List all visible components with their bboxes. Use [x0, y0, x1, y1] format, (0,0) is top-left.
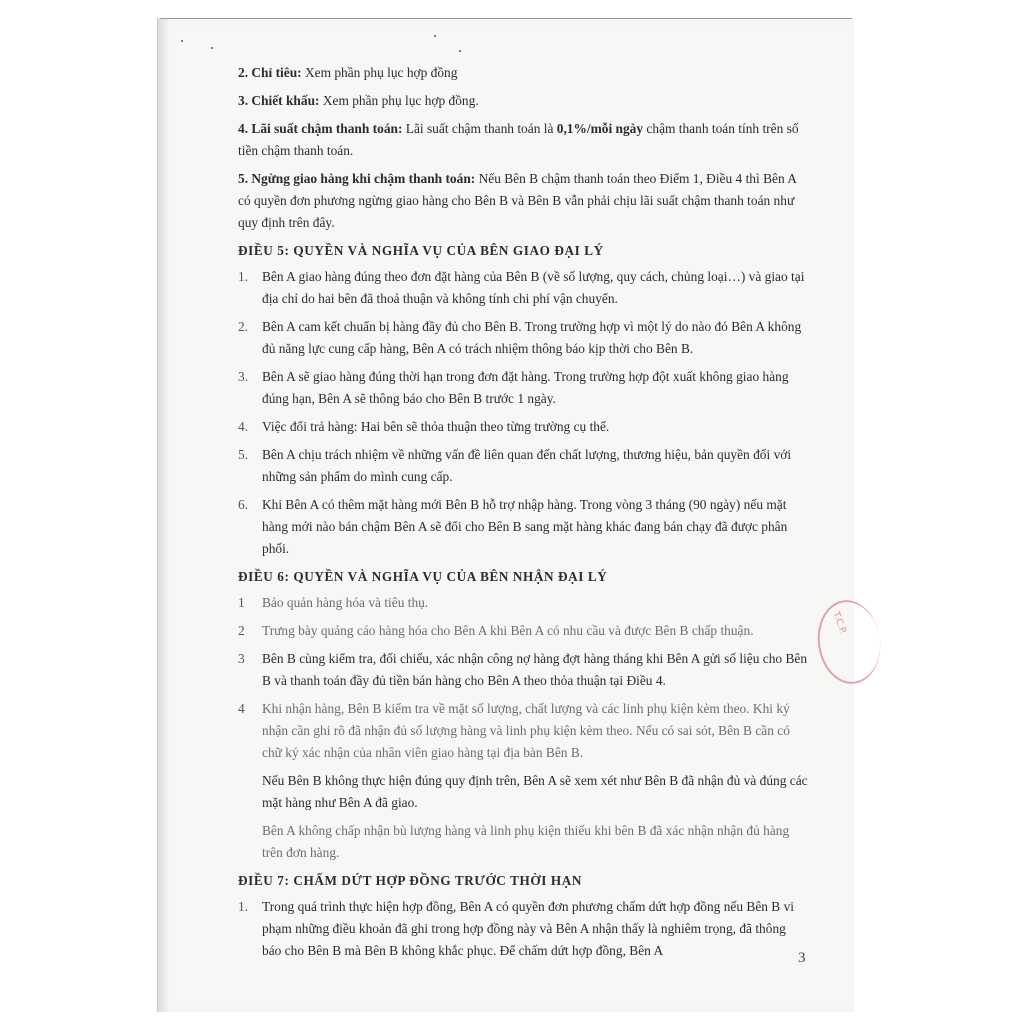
- article-5-item: [238, 316, 808, 360]
- item-number: 3.: [238, 369, 249, 384]
- article-5-item: [238, 444, 808, 488]
- scan-speck: [181, 40, 183, 42]
- article-6-note: [238, 820, 808, 864]
- clause-lead: 2. Chỉ tiêu:: [238, 65, 302, 80]
- item-text: Trưng bày quảng cáo hàng hóa cho Bên A khi Bên A có nhu cầu và được Bên B chấp thuận.: [262, 623, 754, 638]
- article-5-item: [238, 266, 808, 310]
- clause-lead: 4. Lãi suất chậm thanh toán:: [238, 121, 403, 136]
- article-6-item: [238, 648, 808, 692]
- scan-speck: [211, 47, 213, 49]
- item-number: 3: [238, 651, 245, 666]
- article-6-item: [238, 620, 808, 642]
- scan-speck: [434, 35, 436, 37]
- item-number: 2: [238, 623, 245, 638]
- item-number: 2.: [238, 319, 249, 334]
- clause-emphasis: 0,1%/mỗi ngày: [556, 121, 644, 136]
- article-6-item: [238, 592, 808, 614]
- paragraph-text: Bên A không chấp nhận bù lượng hàng và linh phụ kiện thiếu khi bên B đã xác nhận nhận đủ hàng trên đơn hàng.: [262, 823, 790, 860]
- page-edge-shadow: [157, 18, 169, 1012]
- item-text: Bên A sẽ giao hàng đúng thời hạn trong đơn đặt hàng. Trong trường hợp đột xuất không giao hàng đúng hạn, Bên A sẽ thông báo cho Bên B trước 1 ngày.: [262, 369, 789, 406]
- article-7-heading: ĐIỀU 7: CHẤM DỨT HỢP ĐỒNG TRƯỚC THỜI HẠN: [238, 873, 582, 888]
- clause-text: Xem phần phụ lục hợp đồng: [301, 65, 458, 80]
- clause-2: [238, 62, 808, 84]
- item-number: 4.: [238, 419, 249, 434]
- item-text: Bảo quản hàng hóa và tiêu thụ.: [262, 595, 429, 610]
- clause-text: Nếu Bên B chậm thanh toán theo Điểm 1, Điều 4 thì Bên A có quyền đơn phương ngừng giao hàng cho Bên B và Bên B vẫn phải chịu lãi suất chậm thanh toán như quy định trên đây.: [238, 171, 797, 230]
- item-text: Khi Bên A có thêm mặt hàng mới Bên B hỗ trợ nhập hàng. Trong vòng 3 tháng (90 ngày) nếu mặt hàng mới nào bán chậm Bên A sẽ đổi cho Bên B sang mặt hàng khác đang bán chạy đã được phân phối.: [262, 497, 788, 556]
- article-7-item: [238, 896, 808, 962]
- item-text: Bên A cam kết chuẩn bị hàng đầy đủ cho Bên B. Trong trường hợp vì một lý do nào đó Bên A không đủ năng lực cung cấp hàng, Bên A có trách nhiệm thông báo kịp thời cho Bên B.: [262, 319, 802, 356]
- clause-lead: 3. Chiết khấu:: [238, 93, 320, 108]
- item-number: 1: [238, 595, 245, 610]
- page-number: 3: [798, 950, 806, 966]
- item-number: 6.: [238, 497, 249, 512]
- clause-4: [238, 118, 808, 162]
- article-5-item: [238, 366, 808, 410]
- article-6-item: [238, 698, 808, 764]
- article-5-item: [238, 494, 808, 560]
- item-text: Bên A giao hàng đúng theo đơn đặt hàng của Bên B (về số lượng, quy cách, chủng loại…) và giao tại địa chỉ do hai bên đã thoả thuận và không tính chi phí vận chuyển.: [262, 269, 805, 306]
- article-5-heading: ĐIỀU 5: QUYỀN VÀ NGHĨA VỤ CỦA BÊN GIAO ĐẠI LÝ: [238, 243, 604, 258]
- clause-text: Lãi suất chậm thanh toán là: [402, 121, 557, 136]
- clause-5: [238, 168, 808, 234]
- item-text: Trong quá trình thực hiện hợp đồng, Bên A có quyền đơn phương chấm dứt hợp đồng nếu Bên B vi phạm những điều khoản đã ghi trong hợp đồng này và Bên A nhận thấy là nghiêm trọng, đã thông báo cho Bên B mà Bên B không khắc phục. Để chấm dứt hợp đồng, Bên A: [262, 899, 794, 958]
- document-body: [238, 62, 808, 962]
- clause-lead: 5. Ngừng giao hàng khi chậm thanh toán:: [238, 171, 476, 186]
- clause-text: Xem phần phụ lục hợp đồng.: [319, 93, 479, 108]
- article-5-item: [238, 416, 808, 438]
- item-text: Khi nhận hàng, Bên B kiểm tra về mặt số lượng, chất lượng và các linh phụ kiện kèm theo. Khi ký nhận cần ghi rõ đã nhận đủ số lượng hàng và linh phụ kiện kèm theo. Nếu có sai sót, Bên B cần có chữ ký xác nhận của nhân viên giao hàng tại địa bàn Bên B.: [262, 701, 790, 760]
- item-number: 1.: [238, 899, 249, 914]
- item-text: Việc đổi trả hàng: Hai bên sẽ thỏa thuận theo từng trường cụ thể.: [262, 419, 610, 434]
- article-6-note: [238, 770, 808, 814]
- item-text: Bên A chịu trách nhiệm về những vấn đề liên quan đến chất lượng, thương hiệu, bản quyền đối với những sản phẩm do mình cung cấp.: [262, 447, 792, 484]
- item-number: 1.: [238, 269, 249, 284]
- item-text: Bên B cùng kiểm tra, đối chiếu, xác nhận công nợ hàng đợt hàng tháng khi Bên A gửi số liệu cho Bên B và thanh toán đầy đủ tiền bán hàng cho Bên A theo thỏa thuận tại Điều 4.: [262, 651, 808, 688]
- article-6-heading: ĐIỀU 6: QUYỀN VÀ NGHĨA VỤ CỦA BÊN NHẬN ĐẠI LÝ: [238, 569, 608, 584]
- red-stamp-text: T.C.P.: [830, 610, 848, 636]
- page-top-edge: [160, 18, 852, 19]
- item-number: 4: [238, 701, 245, 716]
- paragraph-text: Nếu Bên B không thực hiện đúng quy định trên, Bên A sẽ xem xét như Bên B đã nhận đủ và đúng các mặt hàng như Bên A đã giao.: [262, 773, 808, 810]
- item-number: 5.: [238, 447, 249, 462]
- clause-text: chậm thanh toán tính trên số tiền chậm thanh toán.: [238, 121, 799, 158]
- clause-3: [238, 90, 808, 112]
- scan-speck: [459, 50, 461, 52]
